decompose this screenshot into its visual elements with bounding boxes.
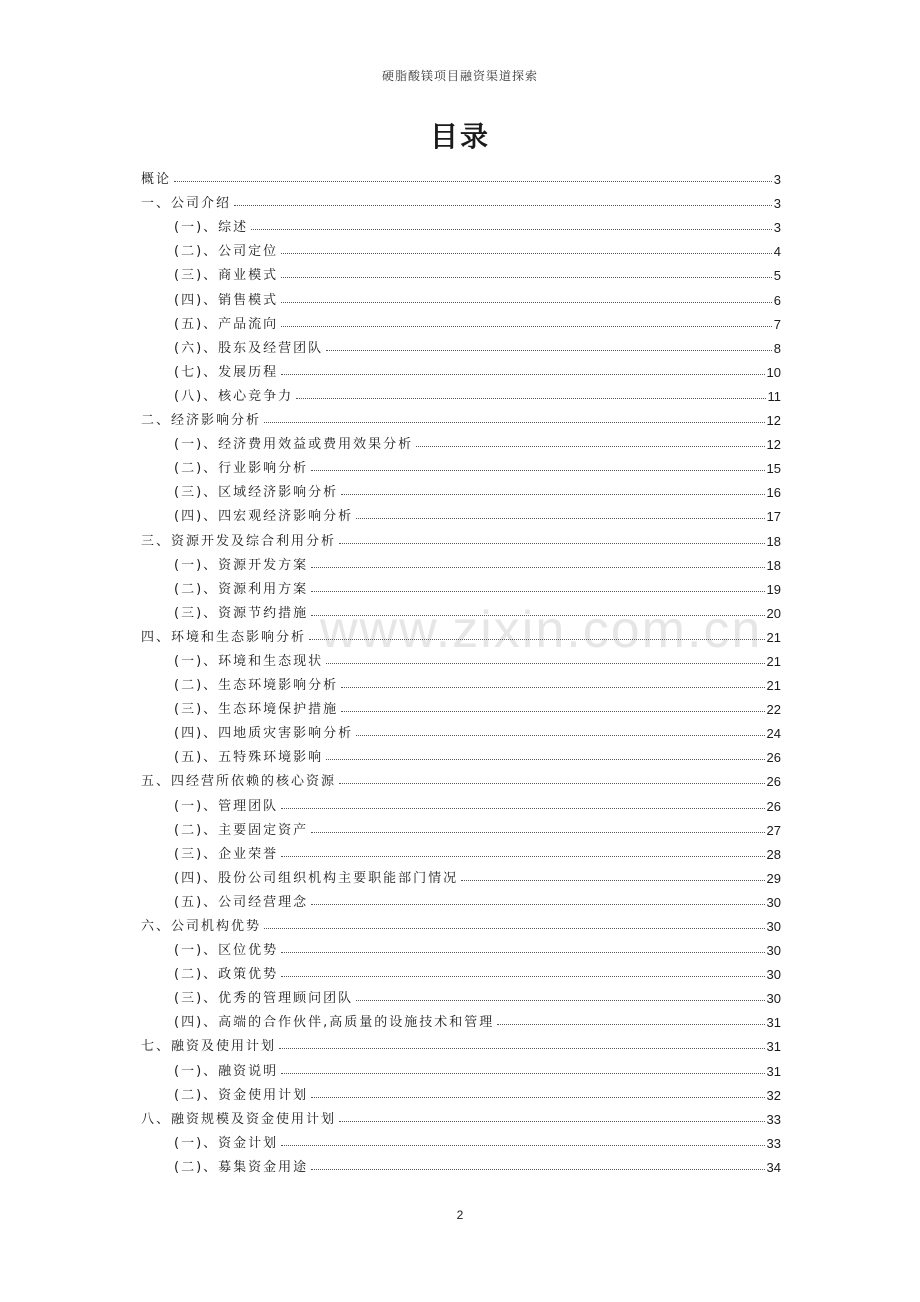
toc-entry-page: 27 [766, 822, 781, 838]
toc-subentry[interactable] [141, 1079, 781, 1103]
toc-entry-label: (五)、五特殊环境影响 [174, 750, 324, 766]
toc-entry-page: 30 [766, 967, 781, 983]
toc-subentry[interactable] [141, 1127, 781, 1151]
toc-subentry[interactable] [141, 982, 781, 1006]
table-of-contents [141, 163, 781, 1175]
toc-entry-label: (一)、融资说明 [174, 1063, 279, 1079]
toc-dot-leader [311, 832, 764, 833]
toc-subentry[interactable] [141, 1054, 781, 1078]
toc-entry-page: 8 [773, 340, 781, 356]
toc-entry-label: (三)、商业模式 [174, 268, 279, 284]
toc-dot-leader [281, 952, 764, 953]
toc-entry-label: 三、资源开发及综合利用分析 [141, 533, 337, 549]
toc-entry-label: (一)、区位优势 [174, 943, 279, 959]
toc-dot-leader [311, 470, 764, 471]
toc-entry[interactable] [141, 1030, 781, 1054]
toc-entry-label: (四)、四地质灾害影响分析 [174, 726, 354, 742]
toc-dot-leader [281, 808, 764, 809]
toc-entry[interactable] [141, 524, 781, 548]
toc-entry-label: (二)、资源利用方案 [174, 581, 309, 597]
toc-entry-label: (二)、募集资金用途 [174, 1159, 309, 1175]
toc-subentry[interactable] [141, 428, 781, 452]
toc-entry-page: 17 [766, 509, 781, 525]
toc-entry[interactable] [141, 765, 781, 789]
toc-dot-leader [341, 711, 764, 712]
toc-subentry[interactable] [141, 886, 781, 910]
toc-entry-page: 26 [766, 774, 781, 790]
toc-subentry[interactable] [141, 838, 781, 862]
toc-entry-label: (一)、管理团队 [174, 798, 279, 814]
toc-subentry[interactable] [141, 717, 781, 741]
toc-entry-label: 七、融资及使用计划 [141, 1039, 277, 1055]
toc-subentry[interactable] [141, 597, 781, 621]
page-header: 硬脂酸镁项目融资渠道探索 [381, 69, 538, 83]
toc-entry[interactable] [141, 1103, 781, 1127]
toc-subentry[interactable] [141, 693, 781, 717]
toc-entry-page: 28 [766, 846, 781, 862]
toc-entry-label: (三)、区域经济影响分析 [174, 485, 339, 501]
toc-entry-label: (五)、产品流向 [174, 316, 279, 332]
toc-dot-leader [356, 518, 764, 519]
toc-subentry[interactable] [141, 235, 781, 259]
toc-entry-label: 概论 [141, 172, 172, 188]
toc-entry-label: (二)、资金使用计划 [174, 1087, 309, 1103]
toc-entry-page: 24 [766, 726, 781, 742]
toc-subentry[interactable] [141, 283, 781, 307]
toc-entry-label: (三)、资源节约措施 [174, 605, 309, 621]
toc-dot-leader [326, 663, 764, 664]
toc-subentry[interactable] [141, 741, 781, 765]
toc-subentry[interactable] [141, 814, 781, 838]
toc-entry-label: (二)、公司定位 [174, 244, 279, 260]
toc-entry-label: 四、环境和生态影响分析 [141, 629, 307, 645]
toc-entry-page: 20 [766, 605, 781, 621]
toc-entry-label: (一)、综述 [174, 220, 249, 236]
toc-entry-page: 18 [766, 557, 781, 573]
toc-entry-page: 21 [766, 653, 781, 669]
toc-entry-label: (七)、发展历程 [174, 364, 279, 380]
toc-entry-page: 26 [766, 750, 781, 766]
toc-entry-label: (四)、高端的合作伙伴,高质量的设施技术和管理 [174, 1015, 495, 1031]
toc-dot-leader [339, 783, 765, 784]
toc-entry-label: 八、融资规模及资金使用计划 [141, 1111, 337, 1127]
toc-dot-leader [311, 615, 764, 616]
toc-entry[interactable] [141, 187, 781, 211]
toc-dot-leader [311, 1169, 764, 1170]
toc-dot-leader [356, 735, 764, 736]
toc-subentry[interactable] [141, 500, 781, 524]
toc-dot-leader [251, 229, 772, 230]
toc-entry-label: 五、四经营所依赖的核心资源 [141, 774, 337, 790]
toc-entry-page: 21 [766, 678, 781, 694]
toc-entry-label: (一)、经济费用效益或费用效果分析 [174, 437, 414, 453]
toc-subentry[interactable] [141, 573, 781, 597]
toc-subentry[interactable] [141, 958, 781, 982]
toc-entry-page: 5 [773, 268, 781, 284]
toc-dot-leader [281, 302, 772, 303]
toc-dot-leader [461, 880, 764, 881]
toc-entry-page: 4 [773, 244, 781, 260]
toc-subentry[interactable] [141, 380, 781, 404]
toc-dot-leader [281, 277, 772, 278]
toc-entry-label: (四)、销售模式 [174, 292, 279, 308]
toc-dot-leader [497, 1024, 764, 1025]
toc-entry[interactable] [141, 910, 781, 934]
toc-subentry[interactable] [141, 1151, 781, 1175]
toc-entry-page: 12 [766, 437, 781, 453]
toc-subentry[interactable] [141, 1006, 781, 1030]
toc-entry-page: 3 [773, 220, 781, 236]
toc-entry-label: 六、公司机构优势 [141, 919, 262, 934]
toc-entry-page: 31 [766, 1039, 781, 1055]
toc-entry-label: (六)、股东及经营团队 [174, 340, 324, 356]
toc-entry-page: 7 [773, 316, 781, 332]
toc-entry-label: (四)、四宏观经济影响分析 [174, 509, 354, 525]
toc-dot-leader [281, 374, 764, 375]
toc-subentry[interactable] [141, 549, 781, 573]
toc-entry-page: 3 [773, 172, 781, 188]
toc-dot-leader [281, 1073, 764, 1074]
toc-dot-leader [341, 494, 764, 495]
toc-entry-page: 10 [766, 364, 781, 380]
toc-entry-page: 31 [766, 1015, 781, 1031]
toc-subentry[interactable] [141, 452, 781, 476]
toc-entry-label: (四)、股份公司组织机构主要职能部门情况 [174, 870, 459, 886]
toc-entry-page: 34 [766, 1159, 781, 1175]
toc-entry[interactable] [141, 621, 781, 645]
toc-dot-leader [341, 687, 764, 688]
toc-entry-page: 30 [766, 894, 781, 910]
toc-subentry[interactable] [141, 259, 781, 283]
toc-entry-label: (三)、生态环境保护措施 [174, 702, 339, 718]
toc-entry-label: (二)、政策优势 [174, 967, 279, 983]
toc-subentry[interactable] [141, 308, 781, 332]
toc-entry-label: 二、经济影响分析 [141, 413, 262, 429]
toc-entry-label: (八)、核心竞争力 [174, 388, 294, 404]
toc-dot-leader [264, 928, 765, 929]
page-number: 2 [456, 1208, 464, 1222]
toc-dot-leader [326, 759, 764, 760]
toc-dot-leader [311, 591, 764, 592]
toc-entry-page: 6 [773, 292, 781, 308]
toc-subentry[interactable] [141, 789, 781, 813]
toc-entry-page: 15 [766, 461, 781, 477]
toc-entry-page: 26 [766, 798, 781, 814]
toc-entry-page: 29 [766, 870, 781, 886]
toc-dot-leader [264, 422, 765, 423]
toc-dot-leader [309, 639, 765, 640]
toc-dot-leader [311, 1097, 764, 1098]
toc-dot-leader [234, 205, 772, 206]
toc-dot-leader [339, 1121, 765, 1122]
toc-dot-leader [281, 326, 772, 327]
toc-entry-page: 22 [766, 702, 781, 718]
toc-dot-leader [279, 1048, 765, 1049]
toc-subentry[interactable] [141, 645, 781, 669]
toc-entry-label: (五)、公司经营理念 [174, 894, 309, 910]
toc-entry-page: 30 [766, 991, 781, 1007]
toc-entry-page: 32 [766, 1087, 781, 1103]
toc-dot-leader [281, 1145, 764, 1146]
toc-dot-leader [281, 976, 764, 977]
toc-dot-leader [311, 567, 764, 568]
toc-entry-page: 30 [766, 943, 781, 959]
toc-dot-leader [339, 543, 765, 544]
toc-dot-leader [326, 350, 772, 351]
toc-entry-label: 一、公司介绍 [141, 196, 232, 212]
toc-entry-label: (二)、主要固定资产 [174, 822, 309, 838]
toc-entry[interactable] [141, 163, 781, 187]
toc-dot-leader [296, 398, 765, 399]
toc-entry-label: (一)、环境和生态现状 [174, 653, 324, 669]
toc-entry-page: 33 [766, 1135, 781, 1151]
toc-entry-label: (三)、企业荣誉 [174, 846, 279, 862]
toc-subentry[interactable] [141, 934, 781, 958]
toc-dot-leader [356, 1000, 764, 1001]
toc-entry-page: 33 [766, 1111, 781, 1127]
page-title: 目录 [429, 120, 490, 153]
toc-subentry[interactable] [141, 669, 781, 693]
toc-dot-leader [174, 181, 772, 182]
toc-entry-page: 21 [766, 629, 781, 645]
toc-subentry[interactable] [141, 356, 781, 380]
toc-entry-page: 18 [766, 533, 781, 549]
toc-entry-page: 30 [766, 919, 781, 934]
toc-dot-leader [281, 253, 772, 254]
toc-entry-page: 3 [773, 196, 781, 212]
toc-entry-page: 11 [767, 388, 781, 404]
toc-dot-leader [416, 446, 764, 447]
toc-subentry[interactable] [141, 332, 781, 356]
toc-entry-label: (一)、资金计划 [174, 1135, 279, 1151]
toc-entry-label: (二)、行业影响分析 [174, 461, 309, 477]
toc-subentry[interactable] [141, 211, 781, 235]
toc-entry-label: (三)、优秀的管理顾问团队 [174, 991, 354, 1007]
toc-subentry[interactable] [141, 476, 781, 500]
toc-entry-page: 19 [766, 581, 781, 597]
toc-entry-label: (一)、资源开发方案 [174, 557, 309, 573]
watermark: www.zixin.com.cn [320, 601, 763, 659]
toc-entry-page: 12 [766, 413, 781, 429]
toc-subentry[interactable] [141, 862, 781, 886]
toc-dot-leader [281, 856, 764, 857]
toc-entry-page: 31 [766, 1063, 781, 1079]
toc-dot-leader [311, 904, 764, 905]
toc-entry-page: 16 [766, 485, 781, 501]
toc-entry[interactable] [141, 404, 781, 428]
toc-entry-label: (二)、生态环境影响分析 [174, 678, 339, 694]
